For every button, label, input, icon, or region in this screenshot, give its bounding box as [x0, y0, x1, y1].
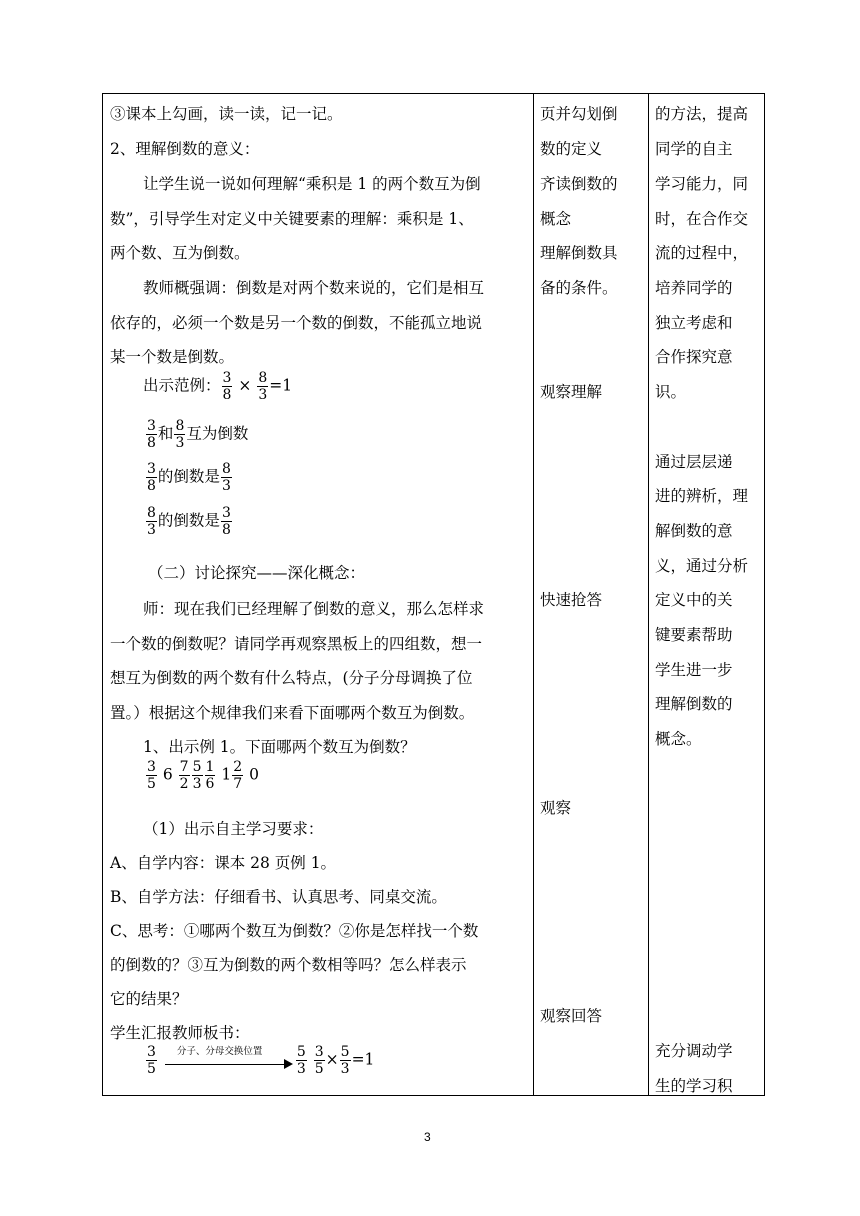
text-line: 页并勾划倒 [540, 105, 618, 123]
text-line: B、自学方法：仔细看书、认真思考、同桌交流。 [110, 888, 447, 906]
text-line: 某一个数是倒数。 [110, 348, 235, 366]
text-line: 让学生说一说如何理解“乘积是 1 的两个数互为倒 [143, 175, 481, 193]
text-line: 教师概强调：倒数是对两个数来说的，它们是相互 [143, 279, 485, 297]
text-line: 概念。 [655, 730, 702, 748]
text-line: 理解倒数具 [540, 244, 618, 262]
text-line: 键要素帮助 [655, 626, 733, 644]
text-line: 解倒数的意 [655, 522, 733, 540]
text-line: 培养同学的 [655, 279, 733, 297]
text-line: 2、理解倒数的意义： [110, 140, 260, 158]
text-line: 时，在合作交 [655, 210, 749, 228]
fraction: $\frac{3}{8}$ [221, 505, 231, 538]
text-line: 两个数、互为倒数。 [110, 244, 250, 262]
reciprocal-line: $\frac{3}{8}$ 的倒数是 $\frac{8}{3}$ [147, 461, 231, 494]
fraction: $\frac{3}{8}$ [222, 370, 232, 403]
text-line: 快速抢答 [540, 591, 603, 609]
text-line: 师：现在我们已经理解了倒数的意义，那么怎样求 [143, 600, 485, 618]
text-line: 充分调动学 [655, 1042, 733, 1060]
text-line: （1）出示自主学习要求： [143, 820, 324, 838]
number-list: $\frac{3}{5}$ 6 $\frac{7}{2}$ $\frac{5}{3}$ $\frac{1}{6}$ 1 $\frac{2}{7}$ 0 [147, 759, 259, 792]
text-line: 合作探究意 [655, 348, 733, 366]
fraction: $\frac{8}{3}$ [221, 461, 231, 494]
text-line: 通过层层递 [655, 453, 733, 471]
text-line: 流的过程中， [655, 244, 749, 262]
text-line: 齐读倒数的 [540, 175, 618, 193]
text-line: 依存的，必须一个数是另一个数的倒数，不能孤立地说 [110, 314, 483, 332]
text-line: 定义中的关 [655, 591, 733, 609]
text-line: 数”，引导学生对定义中关键要素的理解：乘积是 1、 [110, 210, 474, 228]
text-line: 置。）根据这个规律我们来看下面哪两个数互为倒数。 [110, 704, 475, 722]
board-equation: $\frac{3}{5}$ 分子、分母交换位置 $\frac{5}{3}$ $\frac{3}{5}$ × $\frac{5}{3}$ =1 [147, 1044, 375, 1077]
text-line: 进的辨析，理 [655, 487, 749, 505]
text-line: 一个数的倒数呢？请同学再观察黑板上的四组数，想一 [110, 635, 483, 653]
text-line: 观察理解 [540, 383, 603, 401]
text-line: 想互为倒数的两个数有什么特点，(分子分母调换了位 [110, 669, 473, 687]
text-line: 义，通过分析 [655, 557, 749, 575]
column-divider [648, 94, 649, 1095]
text-line: 数的定义 [540, 140, 603, 158]
text-line: 备的条件。 [540, 279, 618, 297]
example-equation [143, 370, 292, 403]
fraction: $\frac{8}{3}$ [147, 505, 156, 538]
text-line: 独立考虑和 [655, 314, 733, 332]
page-number: 3 [424, 1130, 431, 1144]
text-line: 同学的自主 [655, 140, 733, 158]
text-line: 识。 [655, 383, 687, 401]
equals-one: =1 [269, 376, 293, 395]
text-line: 生的学习积 [655, 1077, 733, 1095]
text-line: 的方法，提高 [655, 105, 749, 123]
times-sign: × [238, 376, 252, 395]
fraction: $\frac{8}{3}$ [175, 418, 185, 451]
equals-one: =1 [351, 1050, 375, 1069]
text-line: 观察回答 [540, 1007, 603, 1025]
example-label: 出示范例： [143, 376, 221, 395]
text-line: A、自学内容：课本 28 页例 1。 [110, 854, 337, 872]
section-heading: （二）讨论探究——深化概念： [148, 564, 366, 582]
text-line: ③课本上勾画，读一读，记一记。 [110, 105, 343, 123]
swap-arrow [165, 1046, 293, 1076]
fraction: $\frac{3}{8}$ [147, 461, 156, 494]
column-divider [533, 94, 534, 1095]
mutual-reciprocal-line: $\frac{3}{8}$ 和 $\frac{8}{3}$ 互为倒数 [147, 418, 249, 451]
text-line: C、思考：①哪两个数互为倒数？②你是怎样找一个数 [110, 922, 479, 940]
text-line: 学生进一步 [655, 661, 733, 679]
text-line: 概念 [540, 210, 572, 228]
fraction: $\frac{8}{3}$ [258, 370, 268, 403]
text-line: 1、出示例 1。下面哪两个数互为倒数？ [143, 738, 416, 756]
text-line: 学生汇报教师板书： [110, 1024, 250, 1042]
text-line: 学习能力，同 [655, 175, 749, 193]
text-line: 理解倒数的 [655, 695, 733, 713]
text-line: 观察 [540, 799, 572, 817]
times-sign: × [325, 1050, 339, 1069]
arrow-label: 分子、分母交换位置 [176, 1045, 263, 1057]
fraction: $\frac{3}{8}$ [147, 418, 156, 451]
text-line: 它的结果？ [110, 990, 188, 1008]
reciprocal-line: $\frac{8}{3}$ 的倒数是 $\frac{3}{8}$ [147, 505, 231, 538]
text-line: 的倒数的？③互为倒数的两个数相等吗？怎么样表示 [110, 956, 467, 974]
